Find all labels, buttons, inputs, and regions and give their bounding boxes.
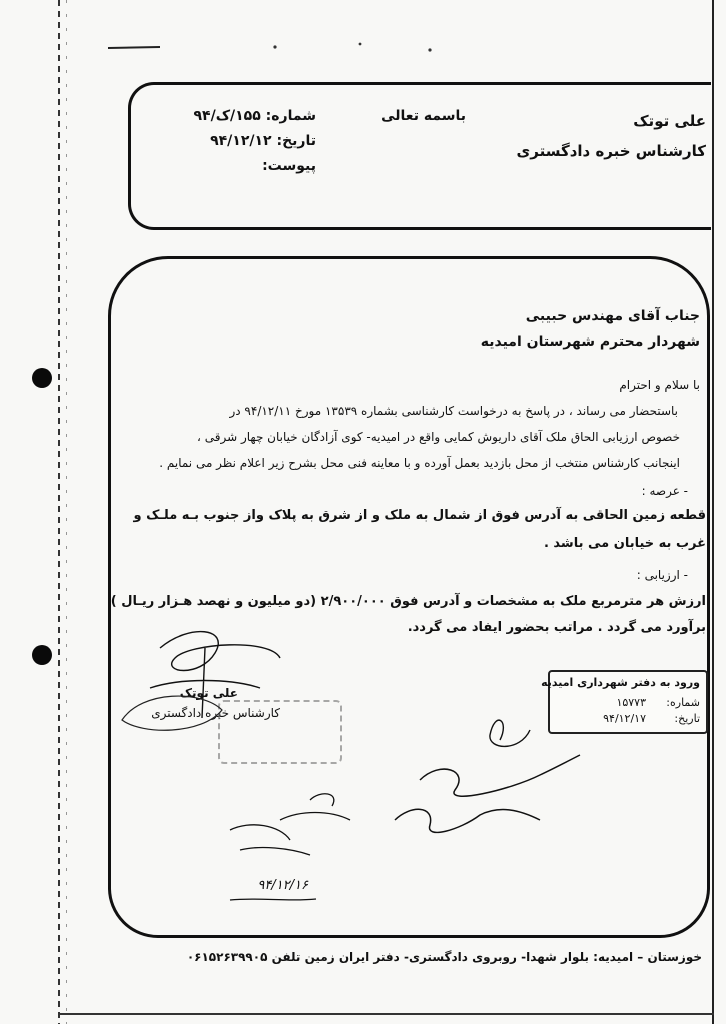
- stamp-number-value: ۱۵۷۷۳: [616, 696, 646, 709]
- scan-left-edge: [58, 0, 60, 1024]
- section-valuation-line-1: ارزش هر مترمربع ملک به مشخصات و آدرس فوق ۲/۹۰۰/۰۰۰ (دو میلیون و نهصد هـزار ریـال ): [110, 594, 706, 609]
- handwritten-date: ۹۴/۱۲/۱۶: [257, 878, 308, 893]
- scan-left-edge-faint: [66, 0, 67, 1024]
- letter-date: تاریخ: ۹۴/۱۲/۱۲: [210, 133, 316, 149]
- signature-name: علی توتک: [179, 686, 238, 700]
- signature-title: کارشناس خبره دادگستری: [151, 706, 280, 720]
- author-name: علی توتک: [633, 112, 706, 130]
- handwritten-notes: [220, 680, 600, 890]
- section-area-line-1: قطعه زمین الحاقی به آدرس فوق از شمال به ملک و از شرق به پلاک واز جنوب بـه ملـک و: [133, 508, 706, 523]
- expert-stamp-loop: [112, 690, 232, 740]
- handwritten-date-underline: [228, 896, 318, 904]
- invocation: باسمه تعالی: [381, 108, 466, 124]
- letter-attachment: پیوست:: [262, 158, 316, 174]
- section-title-area: - عرصه :: [641, 484, 688, 498]
- punch-hole-bottom: [32, 645, 52, 665]
- scan-right-edge: [712, 0, 714, 1024]
- paragraph-line-1: باستحضار می رساند ، در پاسخ به درخواست کارشناسی بشماره ۱۳۵۳۹ مورخ ۹۴/۱۲/۱۱ در: [229, 404, 678, 418]
- section-area-line-2: غرب به خیابان می باشد .: [543, 536, 706, 551]
- author-title: کارشناس خبره دادگستری: [516, 142, 706, 160]
- stamp-date-value: ۹۴/۱۲/۱۷: [603, 712, 646, 725]
- paragraph-line-3: اینجانب کارشناس منتخب از محل بازدید بعمل آورده و با معاینه فنی محل بشرح زیر اعلام نظر می نمایم .: [159, 456, 680, 470]
- scan-top-marks: [100, 38, 480, 58]
- punch-hole-top: [32, 368, 52, 388]
- recipient-line1: جناب آقای مهندس حبیبی: [525, 308, 700, 324]
- paragraph-line-2: خصوص ارزیابی الحاق ملک آقای داریوش کمایی واقع در امیدیه- کوی آزادگان خیابان چهار شرقی ،: [197, 430, 680, 444]
- letter-number: شماره: ۱۵۵/ک/۹۴: [193, 108, 316, 124]
- stamp-date-label: تاریخ:: [674, 712, 700, 725]
- section-title-valuation: - ارزیابی :: [636, 568, 688, 582]
- stamp-title: ورود به دفتر شهرداری امیدیه: [541, 676, 700, 689]
- footer-address: خوزستان – امیدیه: بلوار شهدا- روبروی دادگستری- دفتر ایران زمین تلفن ۰۶۱۵۲۶۳۹۹۰۵: [186, 950, 702, 964]
- scan-bottom-edge: [60, 1013, 714, 1015]
- greeting: با سلام و احترام: [619, 378, 700, 392]
- stamp-number-label: شماره:: [666, 696, 700, 709]
- section-valuation-line-2: برآورد می گردد . مراتب بحضور ایفاد می گردد.: [407, 620, 706, 635]
- recipient-line2: شهردار محترم شهرستان امیدیه: [480, 334, 700, 350]
